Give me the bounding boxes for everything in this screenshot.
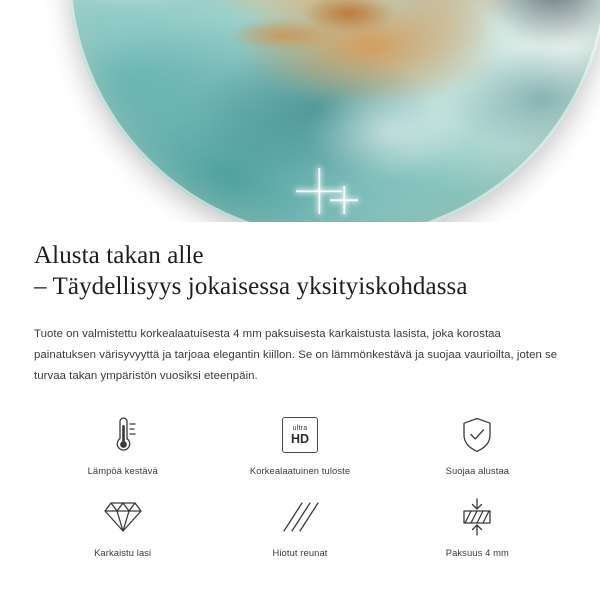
description-paragraph: Tuote on valmistettu korkealaatuisesta 4 mm paksuisesta karkaistusta lasista, joka korostaa painatuksen värisyvyyttä ja tarjoaa elegantin kiillon. Se on lämmönkestävä ja suojaa vaurioilta, joten se turvaa takan ympäristön vuosiksi eteenpäin. [34, 328, 558, 382]
feature-list [34, 413, 566, 573]
badge-bottom-text: HD [290, 431, 310, 446]
shield-check-icon [460, 413, 494, 457]
headline-line-1: Alusta takan alle [34, 242, 204, 269]
hero-image [0, 0, 600, 222]
badge-top-text: ultra [292, 424, 308, 432]
ultra-hd-icon [282, 413, 318, 457]
thickness-arrows-icon [458, 495, 496, 539]
feature-item-thickness [389, 495, 566, 573]
feature-item-polished-edges [211, 495, 388, 573]
headline-line-2: – Täydellisyys jokaisessa yksityiskohdassa [34, 273, 468, 300]
page-title [34, 240, 566, 302]
feature-label: Karkaistu lasi [94, 547, 152, 558]
polished-edges-icon [281, 495, 319, 539]
feature-item-tempered-glass [34, 495, 211, 573]
feature-item-surface-protection [389, 413, 566, 491]
feature-label: Korkealaatuinen tuloste [249, 465, 351, 476]
feature-label: Suojaa alustaa [445, 465, 510, 476]
feature-item-heat-resistant [34, 413, 211, 491]
feature-item-hd-print [211, 413, 388, 491]
diamond-icon [103, 495, 143, 539]
feature-label: Paksuus 4 mm [445, 547, 509, 558]
round-glass-board-image [68, 0, 600, 222]
feature-label: Hiotut reunat [272, 547, 328, 558]
feature-label: Lämpöä kestävä [87, 465, 158, 476]
thermometer-icon [107, 413, 139, 457]
